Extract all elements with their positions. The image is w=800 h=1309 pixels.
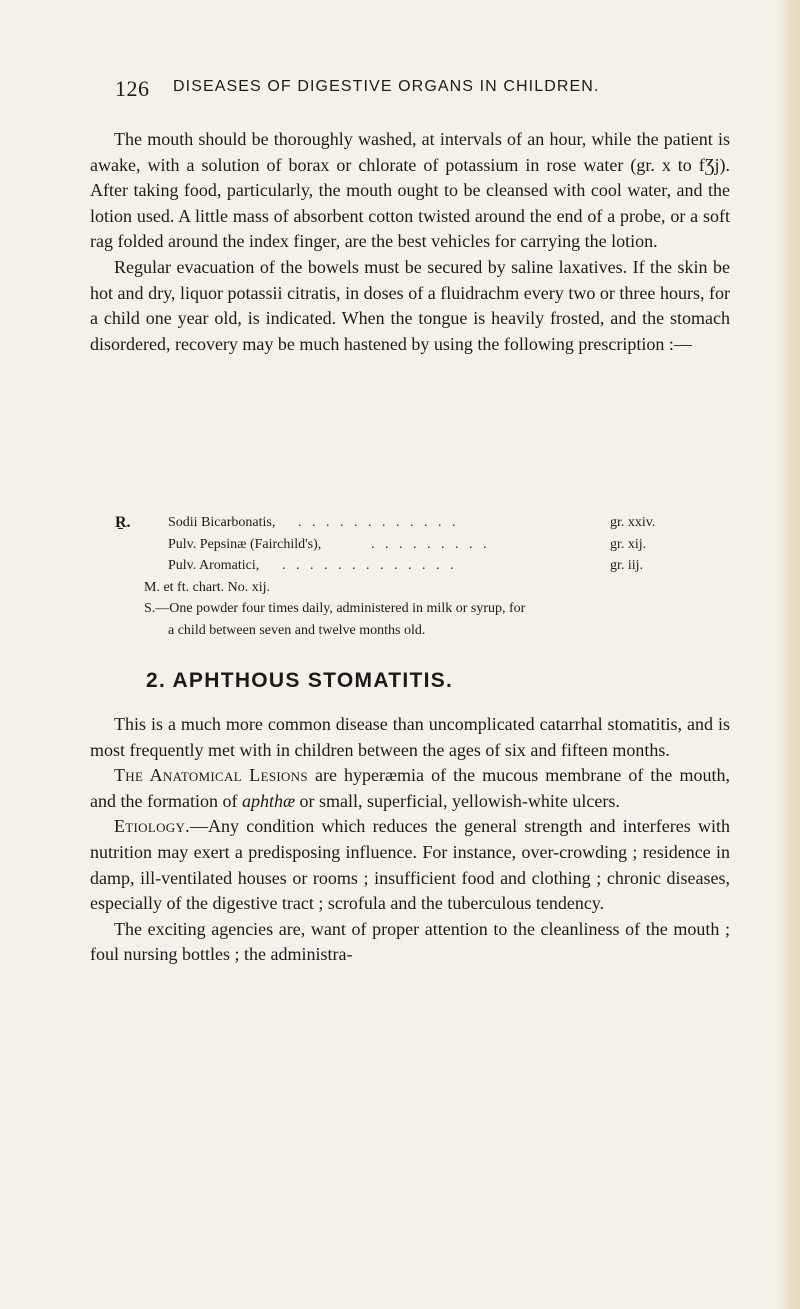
- recipe-symbol: Ṟ.: [115, 514, 131, 531]
- prescription-row: [115, 534, 715, 556]
- prescription-row: [115, 555, 715, 577]
- catarrhal-treatment-text: [90, 127, 730, 357]
- etiology-label: Etiology.: [114, 816, 190, 837]
- prescription-make: M. et ft. chart. No. xij.: [144, 579, 270, 595]
- ingredient-dose: gr. xij.: [610, 536, 647, 552]
- dot-leader: . . . . . . . . .: [371, 536, 490, 552]
- paragraph-mouth-washing: The mouth should be thoroughly washed, at intervals of an hour, while the patient is awake, with a solution of borax or chlorate of potassium in rose water (gr. x to fƷj). After taking food, particularly, the mouth ought to be cleansed with cool water, and the lotion used. A little mass of absorbent cotton twisted around the end of a probe, or a soft rag folded around the index finger, are the best vehicles for carrying the lotion.: [90, 129, 730, 252]
- prescription-row: [115, 512, 715, 534]
- paragraph-lesions: [90, 763, 730, 814]
- running-title: DISEASES OF DIGESTIVE ORGANS IN CHILDREN.: [173, 78, 600, 95]
- lesions-label: The Anatomical Lesions: [114, 765, 308, 786]
- page-number: 126: [115, 76, 150, 101]
- lesions-text: are hyperæmia of the mucous membrane of the mouth, and the formation of: [90, 765, 730, 811]
- aphthae-term: aphthæ: [241, 790, 295, 811]
- paragraph-etiology: [90, 814, 730, 916]
- aphthous-stomatitis-text: [90, 712, 730, 968]
- ingredient-name: Sodii Bicarbonatis,: [168, 515, 276, 530]
- etiology-text: —Any condition which reduces the general strength and interferes with nutrition may exert a predisposing influence. For instance, over-crowding ; residence in damp, ill-ventilated houses or rooms ; insufficient food and clothing ; chronic diseases, especially of the digestive tract ; scrofula and the tuberculous tendency.: [90, 816, 730, 914]
- prescription-block: [115, 512, 715, 641]
- paragraph-laxatives: Regular evacuation of the bowels must be secured by saline laxatives. If the skin be hot and dry, liquor potassii citratis, in doses of a fluidrachm every two or three hours, for a child one year old, is indicated. When the tongue is heavily frosted, and the stomach disordered, recovery may be much hastened by using the following prescription :—: [90, 256, 730, 354]
- page-edge-shadow: [778, 0, 800, 1309]
- ingredient-name: Pulv. Aromatici,: [168, 558, 260, 573]
- lesions-text-end: or small, superficial, yellowish-white ulcers.: [294, 790, 620, 811]
- paragraph-exciting-agencies: The exciting agencies are, want of proper attention to the cleanliness of the mouth ; foul nursing bottles ; the administra-: [90, 918, 730, 965]
- paragraph-incidence: This is a much more common disease than uncomplicated catarrhal stomatitis, and is most frequently met with in children between the ages of six and fifteen months.: [90, 714, 730, 760]
- dot-leader: . . . . . . . . . . . . .: [282, 558, 457, 573]
- section-heading: 2. APHTHOUS STOMATITIS.: [146, 669, 454, 692]
- ingredient-dose: gr. iij.: [610, 558, 644, 573]
- ingredient-dose: gr. xxiv.: [610, 515, 656, 530]
- dot-leader: . . . . . . . . . . . .: [298, 515, 459, 530]
- ingredient-name: Pulv. Pepsinæ (Fairchild's),: [168, 536, 322, 552]
- page-header: [115, 76, 715, 106]
- prescription-signa-continued: a child between seven and twelve months old.: [168, 622, 426, 638]
- prescription-signa: S.—One powder four times daily, administered in milk or syrup, for: [144, 601, 526, 616]
